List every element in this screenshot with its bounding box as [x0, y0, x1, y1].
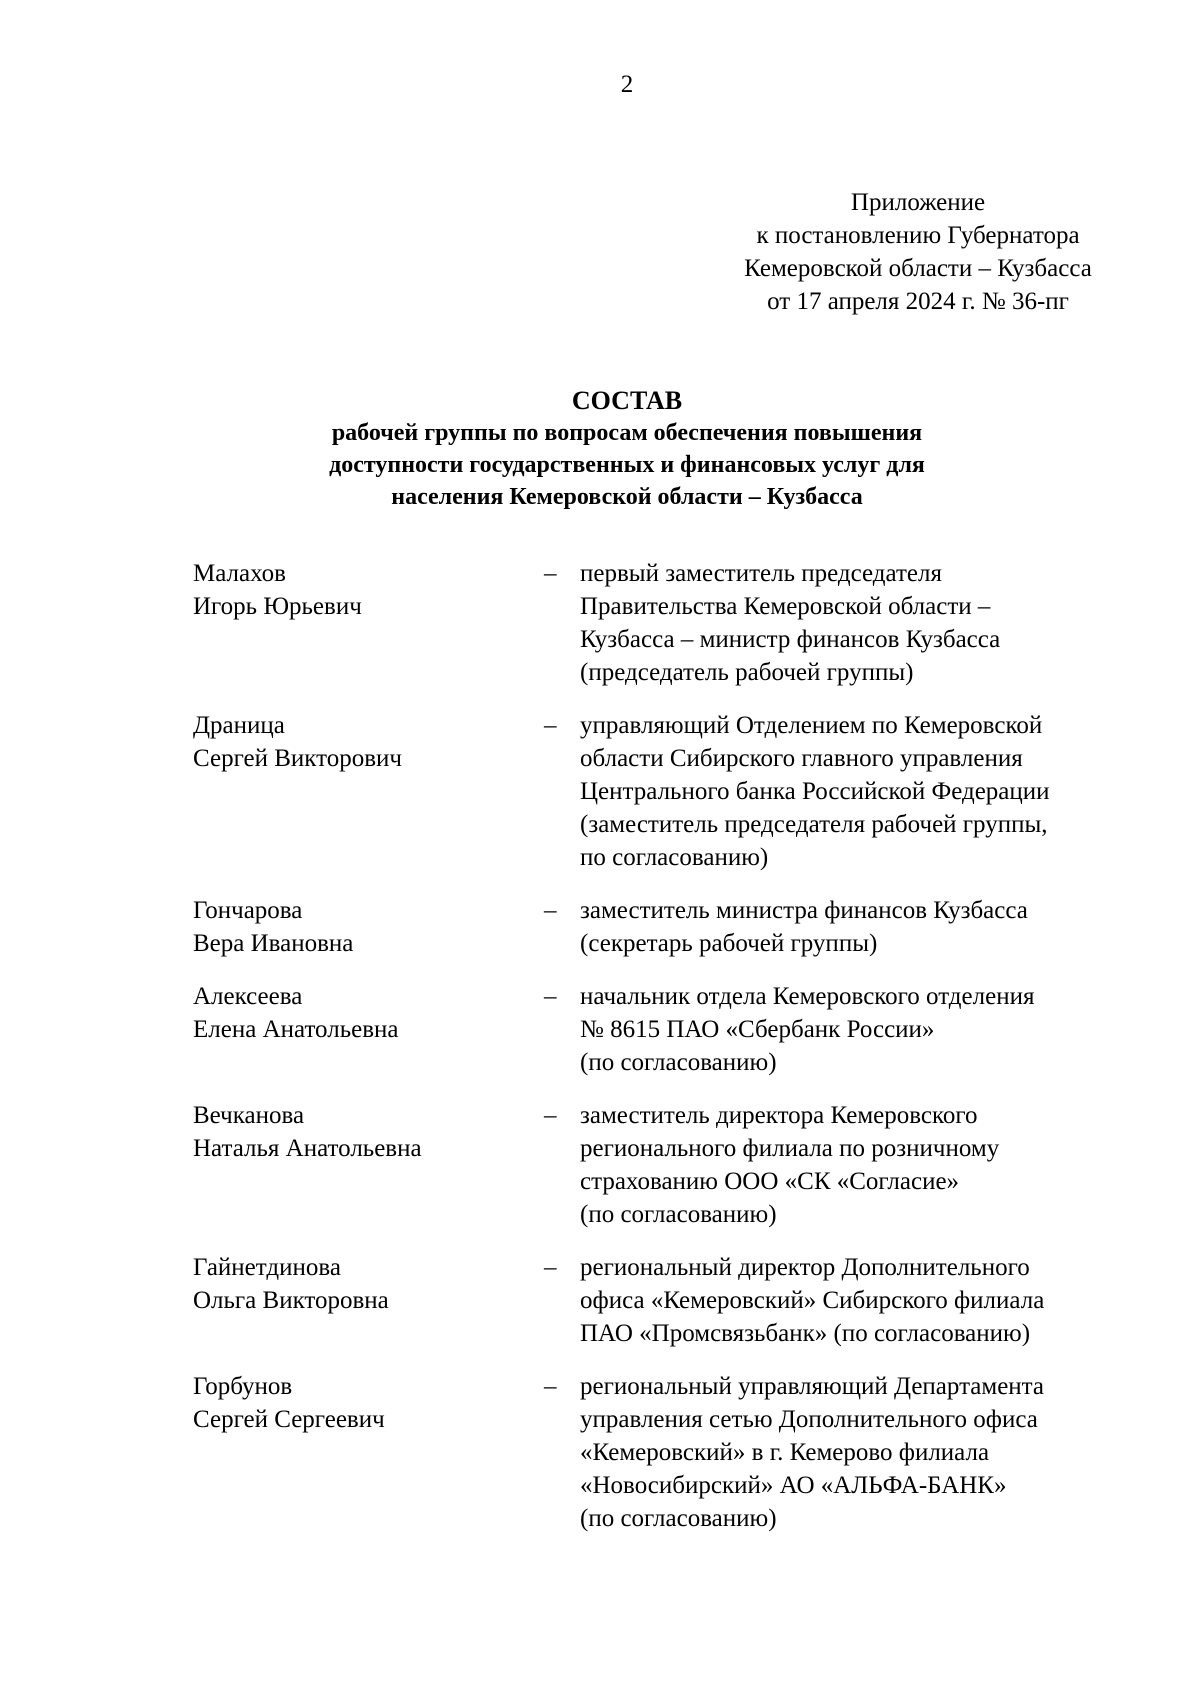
member-role-line: (по согласованию): [580, 1505, 777, 1532]
member-entry: [0, 894, 1200, 960]
member-given-names: Сергей Викторович: [193, 745, 402, 772]
title-line: рабочей группы по вопросам обеспечения повышения: [331, 420, 923, 446]
appendix-line: от 17 апреля 2024 г. № 36-пг: [767, 288, 1069, 315]
member-role-line: регионального филиала по розничному: [580, 1135, 1000, 1162]
member-given-names: Вера Ивановна: [193, 930, 354, 957]
member-role-line: области Сибирского главного управления: [580, 745, 1023, 772]
page-number: 2: [620, 71, 634, 98]
member-surname: Алексеева: [193, 983, 303, 1010]
appendix-line: Приложение: [850, 189, 986, 216]
member-role-line: заместитель директора Кемеровского: [580, 1102, 978, 1129]
member-entry: [0, 557, 1200, 689]
member-entry: [0, 1370, 1200, 1535]
member-role-line: страхованию ООО «СК «Согласие»: [580, 1168, 960, 1195]
member-role-line: ПАО «Промсвязьбанк» (по согласованию): [580, 1320, 1031, 1347]
member-name: [193, 1251, 389, 1317]
member-dash: –: [544, 897, 557, 924]
member-given-names: Игорь Юрьевич: [193, 593, 362, 620]
member-role: [580, 557, 1140, 689]
member-given-names: Ольга Викторовна: [193, 1287, 389, 1314]
member-dash: –: [544, 983, 557, 1010]
member-surname: Драница: [193, 712, 285, 739]
member-role-line: заместитель министра финансов Кузбасса: [580, 897, 1028, 924]
title-line: доступности государственных и финансовых услуг для: [329, 452, 925, 478]
member-name: [193, 557, 362, 623]
member-role-line: (заместитель председателя рабочей группы,: [580, 811, 1048, 838]
member-surname: Гайнетдинова: [193, 1254, 341, 1281]
member-surname: Гончарова: [193, 897, 303, 924]
member-role-line: (по согласованию): [580, 1201, 777, 1228]
title-line: населения Кемеровской области – Кузбасса: [391, 484, 863, 510]
member-name: [193, 894, 353, 960]
member-role-line: управления сетью Дополнительного офиса: [580, 1406, 1038, 1433]
member-entry: [0, 1251, 1200, 1350]
members-list: [0, 557, 1200, 1555]
appendix-line: Кемеровской области – Кузбасса: [744, 255, 1092, 282]
member-name: [193, 980, 398, 1046]
member-name: [193, 1370, 385, 1436]
member-given-names: Наталья Анатольевна: [193, 1135, 422, 1162]
member-role: [580, 1099, 1140, 1231]
member-role: [580, 894, 1140, 960]
member-surname: Горбунов: [193, 1373, 293, 1400]
member-role-line: (секретарь рабочей группы): [580, 930, 878, 957]
member-name: [193, 709, 402, 775]
member-name: [193, 1099, 422, 1165]
member-surname: Малахов: [193, 560, 286, 587]
member-role: [580, 709, 1140, 874]
member-role-line: Кузбасса – министр финансов Кузбасса: [580, 626, 1001, 653]
member-given-names: Елена Анатольевна: [193, 1016, 399, 1043]
member-role-line: Правительства Кемеровской области –: [580, 593, 991, 620]
member-dash: –: [544, 1254, 557, 1281]
member-role-line: «Новосибирский» АО «АЛЬФА-БАНК»: [580, 1472, 1007, 1499]
title-heading: СОСТАВ: [571, 386, 683, 415]
document-title: [0, 385, 1200, 513]
member-entry: [0, 709, 1200, 874]
member-role-line: региональный директор Дополнительного: [580, 1254, 1030, 1281]
member-dash: –: [544, 560, 557, 587]
member-given-names: Сергей Сергеевич: [193, 1406, 385, 1433]
appendix-header: [708, 186, 1128, 318]
member-surname: Вечканова: [193, 1102, 305, 1129]
member-role-line: Центрального банка Российской Федерации: [580, 778, 1050, 805]
member-role-line: № 8615 ПАО «Сбербанк России»: [580, 1016, 935, 1043]
member-role-line: региональный управляющий Департамента: [580, 1373, 1045, 1400]
member-role: [580, 1251, 1140, 1350]
member-dash: –: [544, 1373, 557, 1400]
member-entry: [0, 980, 1200, 1079]
member-role-line: (по согласованию): [580, 1049, 777, 1076]
member-role-line: начальник отдела Кемеровского отделения: [580, 983, 1035, 1010]
member-role-line: управляющий Отделением по Кемеровской: [580, 712, 1043, 739]
member-role: [580, 1370, 1140, 1535]
member-role-line: первый заместитель председателя: [580, 560, 942, 587]
member-role-line: офиса «Кемеровский» Сибирского филиала: [580, 1287, 1045, 1314]
member-dash: –: [544, 712, 557, 739]
member-role-line: (председатель рабочей группы): [580, 659, 914, 686]
member-role-line: «Кемеровский» в г. Кемерово филиала: [580, 1439, 990, 1466]
member-dash: –: [544, 1102, 557, 1129]
member-role-line: по согласованию): [580, 844, 769, 871]
member-role: [580, 980, 1140, 1079]
appendix-line: к постановлению Губернатора: [756, 222, 1080, 249]
member-entry: [0, 1099, 1200, 1231]
